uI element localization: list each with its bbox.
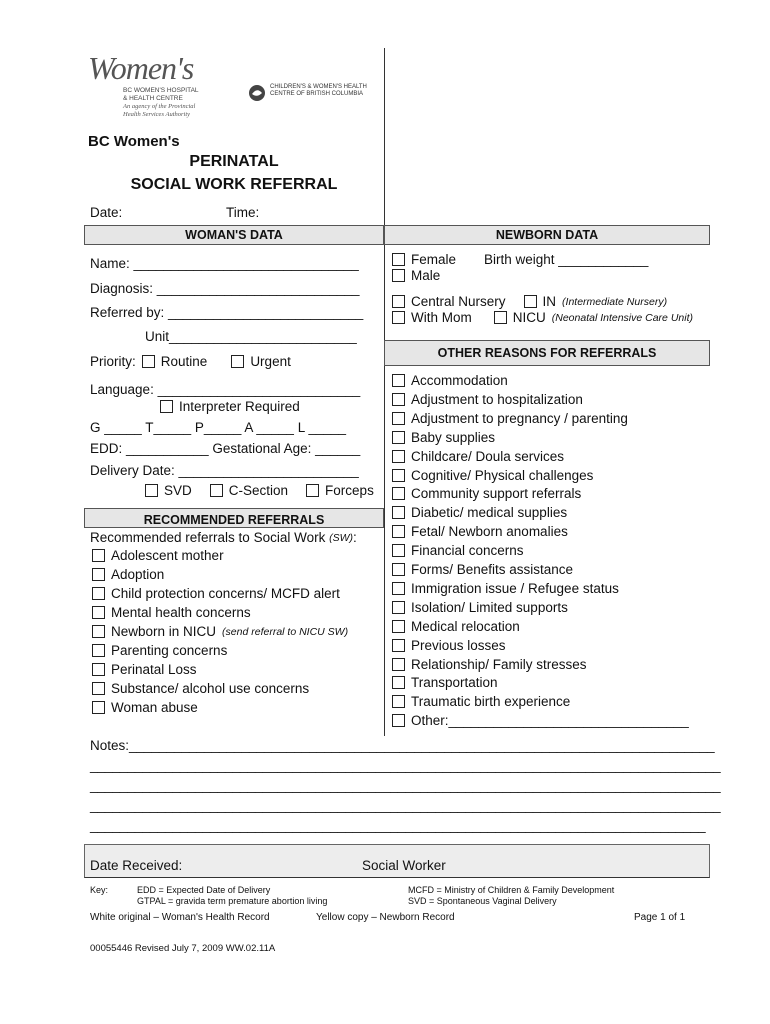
- other-reason-checkbox[interactable]: [392, 487, 405, 500]
- referral-checkbox[interactable]: [92, 606, 105, 619]
- other-reason-checkbox[interactable]: [392, 658, 405, 671]
- recommended-referral-item: [92, 643, 227, 658]
- referral-checkbox[interactable]: [92, 701, 105, 714]
- referral-label: Perinatal Loss: [111, 662, 197, 677]
- name-field[interactable]: Name: ______________________________: [90, 256, 359, 271]
- column-divider: [384, 48, 385, 736]
- recommended-referral-item: [92, 624, 348, 639]
- other-reason-item: [392, 524, 568, 539]
- male-checkbox[interactable]: [392, 269, 405, 282]
- nicu-referral-note: (send referral to NICU SW): [222, 625, 349, 638]
- logo-wordmark: Women's: [88, 50, 194, 86]
- priority-urgent-checkbox[interactable]: [231, 355, 244, 368]
- other-reason-label: Community support referrals: [411, 486, 582, 502]
- cw-logo-text: CHILDREN'S & WOMEN'S HEALTH CENTRE OF BRITISH COLUMBIA: [270, 84, 367, 97]
- newborn-male-row: [392, 268, 440, 283]
- other-reason-label: Forms/ Benefits assistance: [411, 562, 574, 577]
- other-reason-label: Financial concerns: [411, 543, 524, 559]
- other-reason-label[interactable]: Other:________________________________: [411, 713, 689, 729]
- white-original-note: White original – Woman's Health Record: [90, 912, 270, 923]
- delivery-type-row: [145, 483, 374, 498]
- referral-checkbox[interactable]: [92, 568, 105, 581]
- gtpal-field[interactable]: G _____ T_____ P_____ A _____ L _____: [90, 420, 346, 435]
- recommended-referral-item: [92, 548, 224, 563]
- other-reason-checkbox[interactable]: [392, 450, 405, 463]
- male-label: Male: [411, 268, 441, 283]
- other-reason-label: Relationship/ Family stresses: [411, 656, 587, 672]
- other-reason-item: [392, 505, 567, 520]
- notes-first-line[interactable]: Notes: ______________________________________________________________________________: [90, 738, 715, 753]
- priority-routine-checkbox[interactable]: [142, 355, 155, 368]
- other-reason-label: Previous losses: [411, 637, 506, 653]
- diagnosis-field[interactable]: Diagnosis: ___________________________: [90, 281, 360, 296]
- other-reason-item: [392, 449, 564, 464]
- referral-checkbox[interactable]: [92, 682, 105, 695]
- referred-by-field[interactable]: Referred by: __________________________: [90, 305, 364, 320]
- form-id: 00055446 Revised July 7, 2009 WW.02.11A: [90, 943, 276, 954]
- referral-checkbox[interactable]: [92, 625, 105, 638]
- other-reason-label: Diabetic/ medical supplies: [411, 505, 568, 521]
- other-reason-item: [392, 713, 689, 728]
- womens-logo: [88, 50, 218, 128]
- central-nursery-label: Central Nursery: [411, 294, 506, 309]
- in-label: IN: [542, 294, 557, 309]
- other-reason-checkbox[interactable]: [392, 563, 405, 576]
- in-checkbox[interactable]: [524, 295, 537, 308]
- other-reason-item: [392, 411, 628, 426]
- other-reason-label: Baby supplies: [411, 429, 496, 445]
- logo-subtitle: BC WOMEN'S HOSPITAL & HEALTH CENTRE: [123, 87, 199, 102]
- delivery-date-field[interactable]: Delivery Date: ________________________: [90, 463, 359, 478]
- womans-data-header: WOMAN'S DATA: [84, 225, 384, 245]
- referral-label: Substance/ alcohol use concerns: [111, 681, 310, 696]
- other-reason-checkbox[interactable]: [392, 582, 405, 595]
- recommended-referral-item: [92, 681, 309, 696]
- other-reason-checkbox[interactable]: [392, 639, 405, 652]
- other-reason-label: Accommodation: [411, 373, 508, 388]
- other-reason-item: [392, 600, 568, 615]
- referral-label: Adoption: [111, 567, 165, 582]
- recommended-intro: Recommended referrals to Social Work (SW) :: [90, 530, 357, 545]
- org-name: BC Women's: [88, 133, 180, 150]
- other-reason-item: [392, 468, 593, 483]
- referral-label: Child protection concerns/ MCFD alert: [111, 586, 340, 601]
- referral-label: Adolescent mother: [111, 548, 224, 563]
- other-reason-label: Adjustment to hospitalization: [411, 391, 583, 407]
- other-reason-checkbox[interactable]: [392, 695, 405, 708]
- priority-label: Priority:: [90, 354, 136, 369]
- notes-line[interactable]: ____________________________________________________________________________________: [90, 798, 721, 813]
- notes-line[interactable]: __________________________________________________________________________________: [90, 818, 706, 833]
- other-reasons-header: OTHER REASONS FOR REFERRALS: [384, 340, 710, 366]
- other-reason-label: Transportation: [411, 675, 498, 691]
- other-reason-item: [392, 694, 570, 709]
- interpreter-checkbox[interactable]: [160, 400, 173, 413]
- referral-checkbox[interactable]: [92, 587, 105, 600]
- newborn-location-row2: [392, 310, 693, 325]
- other-reason-checkbox[interactable]: [392, 431, 405, 444]
- other-reason-label: Fetal/ Newborn anomalies: [411, 524, 568, 540]
- urgent-label: Urgent: [250, 354, 291, 369]
- time-field[interactable]: [226, 205, 259, 220]
- other-reason-checkbox[interactable]: [392, 506, 405, 519]
- other-reason-checkbox[interactable]: [392, 620, 405, 633]
- other-reason-label: Isolation/ Limited supports: [411, 599, 568, 615]
- recommended-referral-item: [92, 700, 198, 715]
- referral-checkbox[interactable]: [92, 663, 105, 676]
- other-reason-label: Medical relocation: [411, 618, 520, 634]
- page-number: Page 1 of 1: [634, 912, 686, 923]
- other-reason-checkbox[interactable]: [392, 714, 405, 727]
- newborn-data-header: NEWBORN DATA: [384, 225, 710, 245]
- with-mom-label: With Mom: [411, 310, 472, 325]
- female-checkbox[interactable]: [392, 253, 405, 266]
- social-worker-field[interactable]: Social Worker: [362, 858, 446, 873]
- svd-checkbox[interactable]: [145, 484, 158, 497]
- birth-weight-field[interactable]: Birth weight ____________: [484, 252, 649, 267]
- other-reason-checkbox[interactable]: [392, 412, 405, 425]
- referral-checkbox[interactable]: [92, 549, 105, 562]
- recommended-referral-item: [92, 567, 164, 582]
- form-title-line1: PERINATAL: [189, 153, 279, 170]
- other-reason-item: [392, 392, 583, 407]
- other-reason-item: [392, 638, 506, 653]
- newborn-sex-row: [392, 252, 648, 267]
- key-label: Key:: [90, 885, 109, 895]
- other-reason-checkbox[interactable]: [392, 544, 405, 557]
- other-reason-checkbox[interactable]: [392, 601, 405, 614]
- other-reason-checkbox[interactable]: [392, 469, 405, 482]
- nicu-checkbox[interactable]: [494, 311, 507, 324]
- other-reason-checkbox[interactable]: [392, 676, 405, 689]
- notes-label: Notes:: [90, 738, 130, 753]
- referral-checkbox[interactable]: [92, 644, 105, 657]
- date-label: Date:: [90, 205, 123, 220]
- routine-label: Routine: [160, 354, 208, 369]
- form-title-line2: SOCIAL WORK REFERRAL: [130, 176, 338, 193]
- referral-label: Newborn in NICU: [111, 624, 217, 639]
- logo-agency: An agency of the Provincial Health Services Authority: [123, 103, 196, 118]
- notes-line[interactable]: ____________________________________________________________________________________: [90, 778, 721, 793]
- cw-emblem-icon: [248, 84, 266, 102]
- recommended-referral-item: [92, 586, 340, 601]
- other-reason-checkbox[interactable]: [392, 525, 405, 538]
- other-reason-item: [392, 619, 520, 634]
- date-received-field[interactable]: Date Received:: [90, 858, 183, 873]
- nicu-label: NICU: [512, 310, 546, 325]
- other-reason-item: [392, 486, 581, 501]
- key-gtpal: GTPAL = gravida term premature abortion living: [137, 896, 328, 906]
- other-reason-label: Adjustment to pregnancy / parenting: [411, 410, 628, 426]
- csection-checkbox[interactable]: [210, 484, 223, 497]
- central-nursery-checkbox[interactable]: [392, 295, 405, 308]
- svd-label: SVD: [164, 483, 192, 498]
- other-reason-label: Traumatic birth experience: [411, 694, 571, 710]
- other-reason-item: [392, 675, 498, 690]
- recommended-referral-item: [92, 605, 251, 620]
- referral-label: Woman abuse: [111, 700, 198, 715]
- female-label: Female: [411, 252, 457, 267]
- recommended-referral-item: [92, 662, 197, 677]
- key-svd: SVD = Spontaneous Vaginal Delivery: [408, 896, 557, 906]
- other-reason-item: [392, 543, 524, 558]
- referral-label: Parenting concerns: [111, 643, 228, 658]
- other-reason-item: [392, 430, 495, 445]
- notes-line[interactable]: ____________________________________________________________________________________: [90, 758, 721, 773]
- unit-field[interactable]: Unit_________________________: [145, 329, 357, 344]
- other-reason-label: Childcare/ Doula services: [411, 448, 565, 464]
- forceps-label: Forceps: [325, 483, 374, 498]
- language-field[interactable]: Language: ___________________________: [90, 382, 361, 397]
- other-reason-item: [392, 373, 508, 388]
- other-reason-label: Immigration issue / Refugee status: [411, 580, 619, 596]
- forceps-checkbox[interactable]: [306, 484, 319, 497]
- key-edd: EDD = Expected Date of Delivery: [137, 885, 271, 895]
- edd-field[interactable]: EDD: ___________ Gestational Age: ______: [90, 441, 361, 456]
- other-reason-label: Cognitive/ Physical challenges: [411, 467, 594, 483]
- csection-label: C-Section: [228, 483, 289, 498]
- interpreter-row: [160, 399, 300, 414]
- key-mcfd: MCFD = Ministry of Children & Family Development: [408, 885, 615, 895]
- yellow-copy-note: Yellow copy – Newborn Record: [316, 912, 455, 923]
- in-note: (Intermediate Nursery): [562, 295, 668, 308]
- date-field[interactable]: [90, 205, 122, 220]
- priority-row: [90, 354, 291, 369]
- other-reason-item: [392, 581, 619, 596]
- time-label: Time:: [226, 205, 260, 220]
- other-reason-item: [392, 657, 587, 672]
- with-mom-checkbox[interactable]: [392, 311, 405, 324]
- other-reason-item: [392, 562, 573, 577]
- nicu-note: (Neonatal Intensive Care Unit): [551, 311, 693, 324]
- cw-logo: [248, 84, 374, 106]
- newborn-location-row1: [392, 294, 667, 309]
- other-reason-checkbox[interactable]: [392, 393, 405, 406]
- referral-label: Mental health concerns: [111, 605, 251, 620]
- recommended-referrals-header: RECOMMENDED REFERRALS: [84, 508, 384, 528]
- interpreter-label: Interpreter Required: [179, 399, 300, 414]
- other-reason-checkbox[interactable]: [392, 374, 405, 387]
